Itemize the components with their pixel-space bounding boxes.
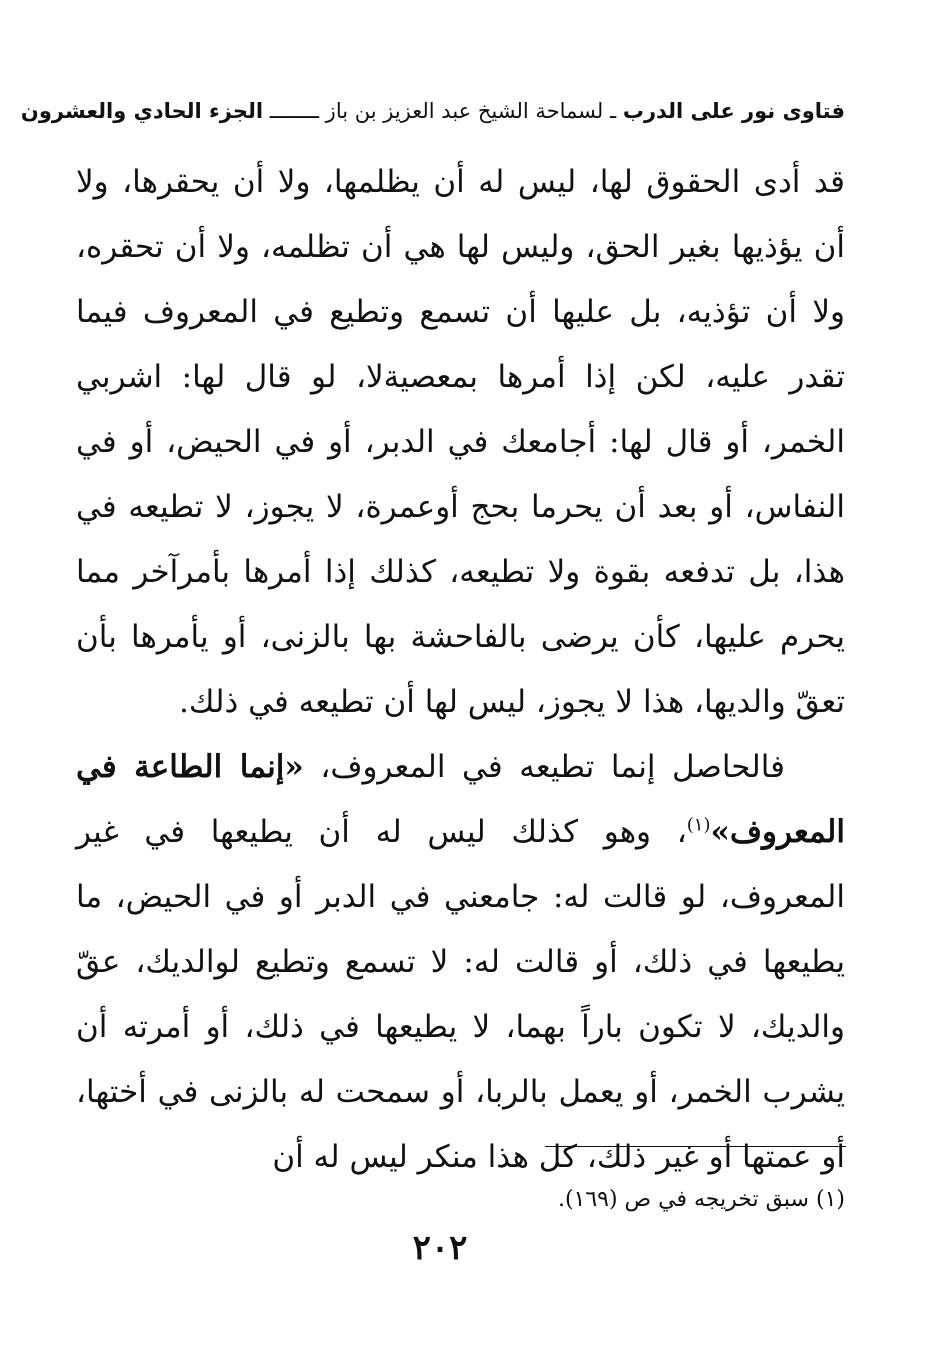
footnote: (١) سبق تخريجه في ص (١٦٩). (557, 1187, 845, 1212)
book-title: فتاوى نور على الدرب (622, 99, 845, 123)
volume-title: الجزء الحادي والعشرون (20, 99, 264, 123)
running-header (20, 96, 845, 126)
paragraph-2 (76, 735, 845, 1190)
footnote-divider (545, 1146, 846, 1147)
hadith-quote: «إنما الطاعة في المعروف» (76, 749, 845, 850)
paragraph-1: قد أدى الحقوق لها، ليس له أن يظلمها، ولا أن يحقرها، ولا أن يؤذيها بغير الحق، وليس لها هي أن تظلمه، ولا أن تحقره، ولا أن تؤذيه، بل عليها أن تسمع وتطيع في المعروف فيما تقدر عليه، لكن إذا أمرها بمعصيةلا، لو قال لها: اشربي الخمر، أو قال لها: أجامعك في الدبر، أو في الحيض، أو في النفاس، أو بعد أن يحرما بحج أوعمرة، لا يجوز، لا تطيعه في هذا، بل تدفعه بقوة ولا تطيعه، كذلك إذا أمرها بأمرآخر مما يحرم عليها، كأن يرضى بالفاحشة بها بالزنى، أو يأمرها بأن تعقّ والديها، هذا لا يجوز، ليس لها أن تطيعه في ذلك. (76, 164, 845, 720)
page-number: ٢٠٢ (412, 1228, 468, 1268)
author-name: لسماحة الشيخ عبد العزيز بن باز (325, 99, 604, 123)
header-separator-short: ـ (610, 99, 617, 123)
paragraph-2-intro: فالحاصل إنما تطيعه في المعروف، (303, 749, 785, 785)
paragraph-2-rest: ، وهو كذلك ليس له أن يطيعها في غير المعروف، لو قالت له: جامعني في الدبر أو في الحيض، ما يطيعها في ذلك، أو قالت له: لا تسمع وتطيع لوالديك، عقّ والديك، لا تكون باراً بهما، لا يطيعها في ذلك، أو أمرته أن يشرب الخمر، أو يعمل بالربا، أو سمحت له بالزنى في أختها، أو عمتها أو غير ذلك، كل هذا منكر ليس له أن (76, 814, 845, 1175)
footnote-reference: (١) (686, 814, 711, 836)
body-text (76, 150, 845, 1190)
header-separator-long: ــــــــ (269, 99, 319, 123)
